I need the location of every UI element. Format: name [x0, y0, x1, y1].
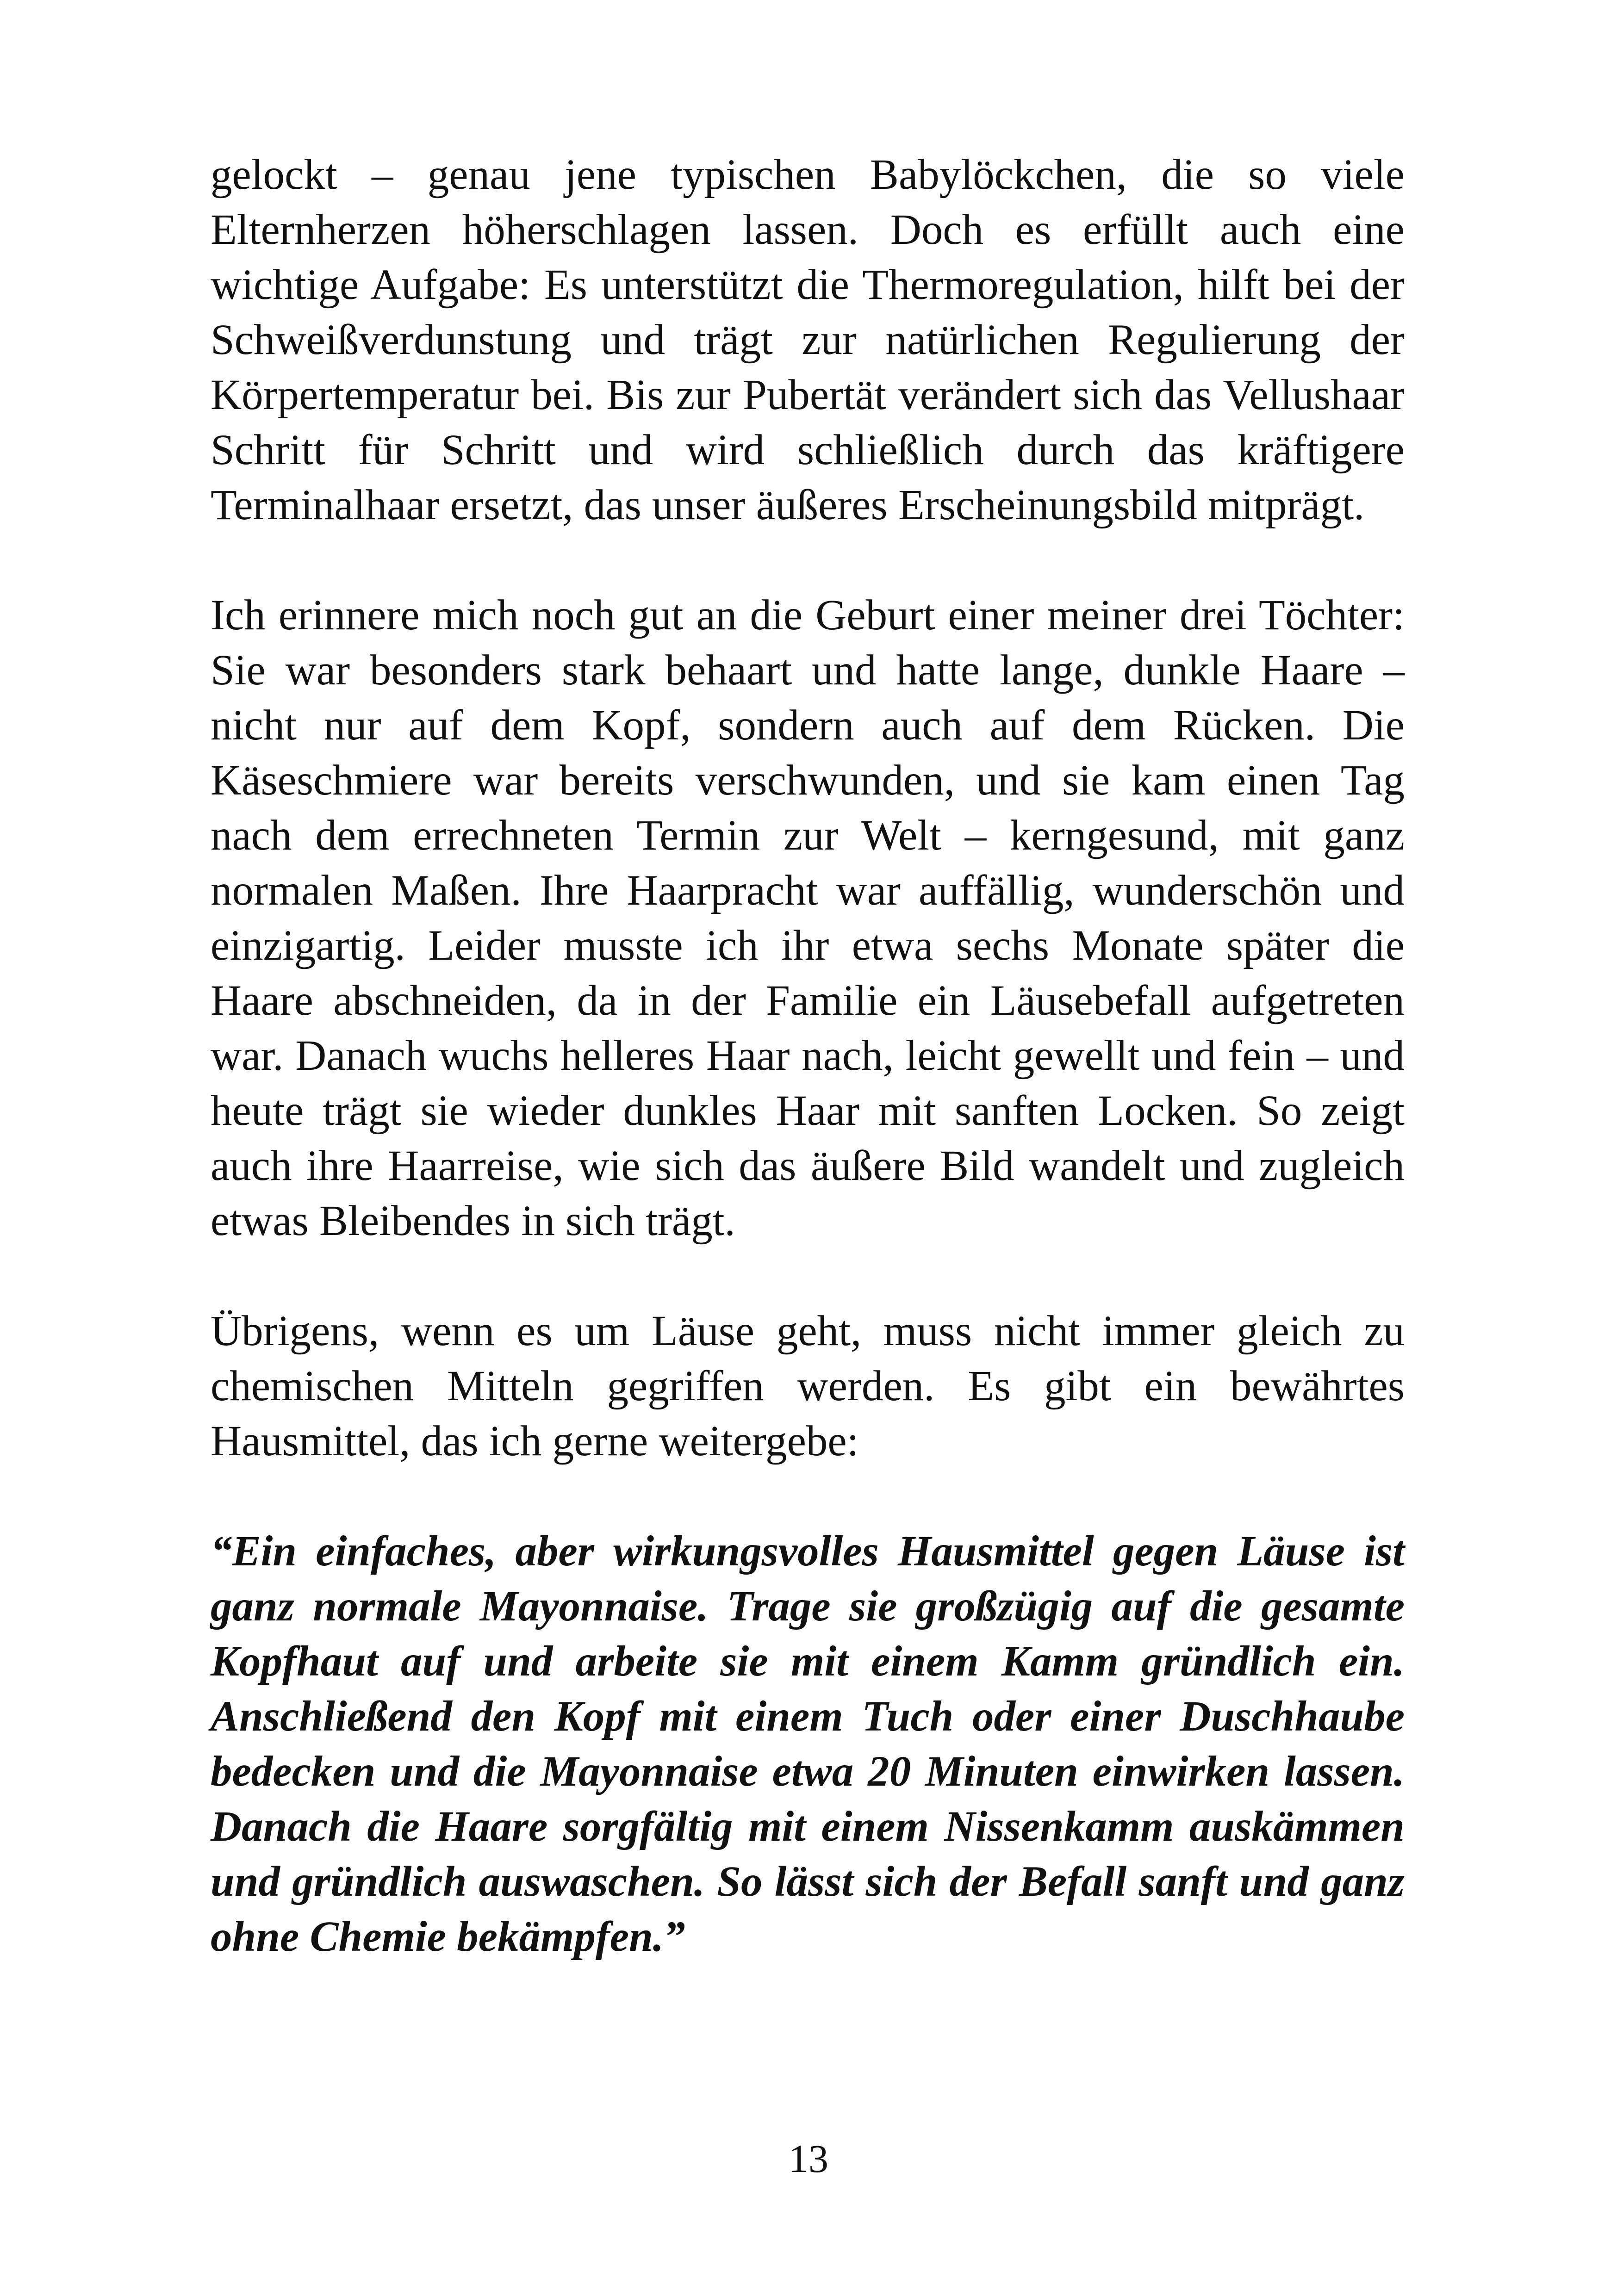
- paragraph-lice-intro: Übrigens, wenn es um Läuse geht, muss nicht immer gleich zu chemischen Mitteln gegriffen werden. Es gibt ein bewährtes Hausmittel, das ich gerne weitergebe:: [211, 1307, 1405, 1465]
- paragraph-daughter-birth: Ich erinnere mich noch gut an die Geburt einer meiner drei Töchter: Sie war besonders stark behaart und hatte lange, dunkle Haare – nicht nur auf dem Kopf, sondern auch auf dem Rücken. Die Käseschmiere war bereits verschwunden, und sie kam einen Tag nach dem errechneten Termin zur Welt – kerngesund, mit ganz normalen Maßen. Ihre Haarpracht war auffällig, wunderschön und einzigartig. Leider musste ich ihr etwa sechs Monate später die Haare abschneiden, da in der Familie ein Läusebefall aufgetreten war. Danach wuchs helleres Haar nach, leicht gewellt und fein – und heute trägt sie wieder dunkles Haar mit sanften Locken. So zeigt auch ihre Haarreise, wie sich das äußere Bild wandelt und zugleich etwas Bleibendes in sich trägt.: [211, 591, 1405, 1245]
- page-body: [211, 147, 1405, 1964]
- quote-mayonnaise-remedy: “Ein einfaches, aber wirkungsvolles Hausmittel gegen Läuse ist ganz normale Mayonnaise. Trage sie großzügig auf die gesamte Kopfhaut auf und arbeite sie mit einem Kamm gründlich ein. Anschließend den Kopf mit einem Tuch oder einer Duschhaube bedecken und die Mayonnaise etwa 20 Minuten einwirken lassen. Danach die Haare sorgfältig mit einem Nissenkamm auskämmen und gründlich auswaschen. So lässt sich der Befall sanft und ganz ohne Chemie bekämpfen.”: [211, 1527, 1405, 1961]
- page-number: 13: [789, 2136, 828, 2181]
- paragraph-baby-hair: gelockt – genau jene typischen Babylöckchen, die so viele Elternherzen höherschlagen lassen. Doch es erfüllt auch eine wichtige Aufgabe: Es unterstützt die Thermoregulation, hilft bei der Schweißverdunstung und trägt zur natürlichen Regulierung der Körpertemperatur bei. Bis zur Pubertät verändert sich das Vellushaar Schritt für Schritt und wird schließlich durch das kräftigere Terminalhaar ersetzt, das unser äußeres Erscheinungsbild mitprägt.: [211, 151, 1405, 529]
